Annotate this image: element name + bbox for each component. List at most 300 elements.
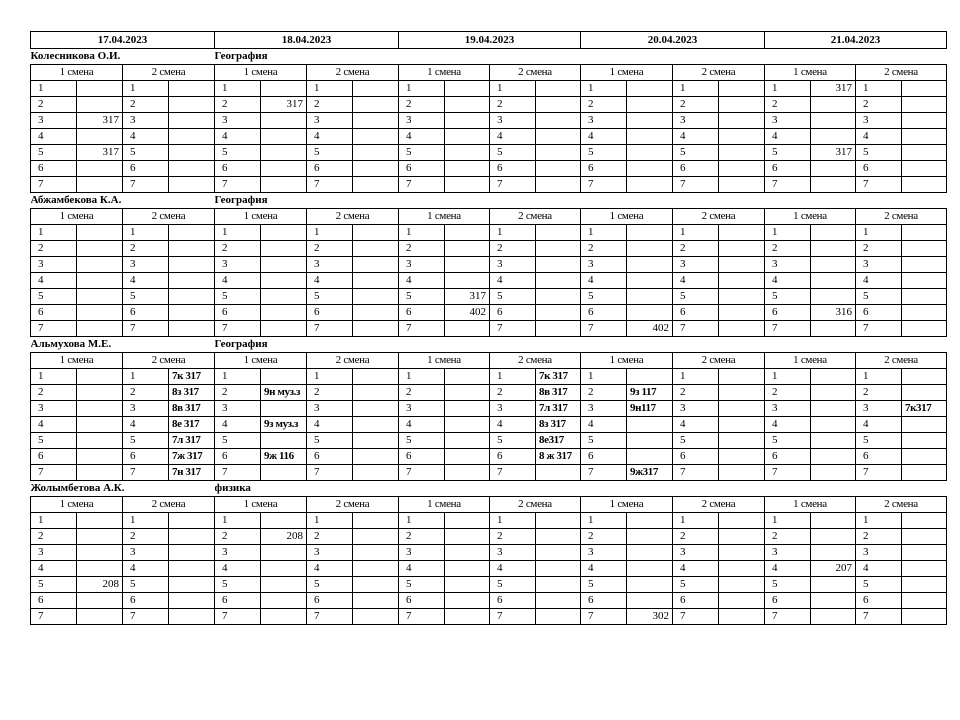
lesson-number: 1 <box>490 81 536 97</box>
classroom-cell: 317 <box>445 289 490 305</box>
lesson-number: 6 <box>31 593 77 609</box>
shift-2-label: 2 смена <box>307 353 399 369</box>
classroom-cell: 9н муз.з <box>261 385 307 401</box>
teacher-row <box>31 193 947 209</box>
shift-2-label: 2 смена <box>673 353 765 369</box>
lesson-number: 7 <box>31 321 77 337</box>
lesson-number: 5 <box>856 577 902 593</box>
lesson-number: 6 <box>490 449 536 465</box>
subject-name: География <box>214 338 268 350</box>
lesson-row <box>31 513 947 529</box>
classroom-cell <box>169 609 215 625</box>
classroom-cell <box>811 465 856 481</box>
lesson-number: 6 <box>856 161 902 177</box>
lesson-number: 6 <box>307 449 353 465</box>
classroom-cell: 8з 317 <box>169 385 215 401</box>
lesson-number: 4 <box>581 417 627 433</box>
lesson-number: 5 <box>399 145 445 161</box>
classroom-cell <box>445 513 490 529</box>
classroom-cell <box>627 81 673 97</box>
classroom-cell: 317 <box>811 81 856 97</box>
classroom-cell <box>353 161 399 177</box>
lesson-number: 2 <box>31 241 77 257</box>
classroom-cell: 207 <box>811 561 856 577</box>
classroom-cell <box>536 81 581 97</box>
lesson-number: 3 <box>765 113 811 129</box>
lesson-number: 7 <box>123 321 169 337</box>
classroom-cell <box>902 321 947 337</box>
classroom-cell <box>719 161 765 177</box>
classroom-cell <box>353 321 399 337</box>
shift-header-row <box>31 65 947 81</box>
classroom-cell <box>811 513 856 529</box>
lesson-number: 1 <box>673 513 719 529</box>
lesson-row <box>31 97 947 113</box>
lesson-number: 2 <box>765 385 811 401</box>
classroom-cell <box>353 273 399 289</box>
classroom-cell <box>627 417 673 433</box>
lesson-number: 7 <box>399 321 445 337</box>
classroom-cell <box>77 433 123 449</box>
lesson-number: 4 <box>856 417 902 433</box>
lesson-number: 6 <box>31 305 77 321</box>
lesson-number: 5 <box>123 145 169 161</box>
lesson-number: 2 <box>215 97 261 113</box>
classroom-cell <box>902 145 947 161</box>
lesson-number: 5 <box>673 433 719 449</box>
lesson-number: 3 <box>856 545 902 561</box>
lesson-number: 4 <box>490 273 536 289</box>
lesson-number: 6 <box>399 593 445 609</box>
classroom-cell <box>353 593 399 609</box>
classroom-cell <box>445 529 490 545</box>
classroom-cell <box>261 145 307 161</box>
lesson-number: 1 <box>673 225 719 241</box>
lesson-number: 6 <box>215 161 261 177</box>
classroom-cell <box>445 561 490 577</box>
classroom-cell <box>169 241 215 257</box>
shift-2-label: 2 смена <box>490 65 581 81</box>
classroom-cell <box>536 257 581 273</box>
lesson-row <box>31 609 947 625</box>
classroom-cell <box>445 369 490 385</box>
classroom-cell <box>261 177 307 193</box>
lesson-number: 5 <box>765 289 811 305</box>
lesson-number: 7 <box>765 321 811 337</box>
classroom-cell <box>77 81 123 97</box>
lesson-number: 4 <box>581 273 627 289</box>
lesson-number: 2 <box>673 385 719 401</box>
lesson-number: 5 <box>673 145 719 161</box>
lesson-number: 4 <box>399 273 445 289</box>
lesson-number: 4 <box>856 561 902 577</box>
classroom-cell <box>627 177 673 193</box>
lesson-number: 4 <box>856 273 902 289</box>
lesson-number: 6 <box>31 161 77 177</box>
lesson-row <box>31 257 947 273</box>
classroom-cell <box>261 609 307 625</box>
classroom-cell: 208 <box>77 577 123 593</box>
lesson-number: 6 <box>765 449 811 465</box>
lesson-row <box>31 369 947 385</box>
classroom-cell <box>353 577 399 593</box>
classroom-cell <box>445 321 490 337</box>
lesson-number: 7 <box>581 465 627 481</box>
lesson-number: 1 <box>490 513 536 529</box>
shift-1-label: 1 смена <box>765 209 856 225</box>
lesson-number: 7 <box>215 609 261 625</box>
classroom-cell <box>627 529 673 545</box>
classroom-cell <box>261 161 307 177</box>
lesson-number: 6 <box>581 161 627 177</box>
lesson-number: 3 <box>673 113 719 129</box>
lesson-number: 5 <box>307 289 353 305</box>
classroom-cell <box>77 161 123 177</box>
classroom-cell <box>627 449 673 465</box>
lesson-number: 7 <box>31 609 77 625</box>
lesson-number: 1 <box>581 369 627 385</box>
lesson-number: 5 <box>215 433 261 449</box>
lesson-number: 3 <box>307 545 353 561</box>
lesson-number: 6 <box>673 305 719 321</box>
lesson-number: 1 <box>856 513 902 529</box>
classroom-cell: 8е317 <box>536 433 581 449</box>
classroom-cell: 9з муз.з <box>261 417 307 433</box>
lesson-number: 7 <box>307 465 353 481</box>
classroom-cell <box>719 145 765 161</box>
lesson-number: 1 <box>399 513 445 529</box>
lesson-number: 3 <box>765 257 811 273</box>
lesson-row <box>31 113 947 129</box>
lesson-number: 7 <box>215 177 261 193</box>
classroom-cell <box>627 593 673 609</box>
lesson-number: 3 <box>581 545 627 561</box>
lesson-row <box>31 273 947 289</box>
lesson-number: 5 <box>490 145 536 161</box>
lesson-number: 3 <box>399 257 445 273</box>
classroom-cell <box>719 609 765 625</box>
lesson-number: 2 <box>31 529 77 545</box>
lesson-row <box>31 225 947 241</box>
lesson-number: 2 <box>581 241 627 257</box>
lesson-number: 4 <box>490 417 536 433</box>
shift-1-label: 1 смена <box>399 353 490 369</box>
lesson-number: 6 <box>673 161 719 177</box>
classroom-cell: 7л 317 <box>169 433 215 449</box>
classroom-cell <box>445 225 490 241</box>
lesson-number: 5 <box>581 145 627 161</box>
lesson-number: 3 <box>307 257 353 273</box>
lesson-number: 2 <box>399 385 445 401</box>
lesson-number: 7 <box>856 177 902 193</box>
classroom-cell <box>536 577 581 593</box>
lesson-number: 4 <box>765 129 811 145</box>
lesson-number: 5 <box>31 289 77 305</box>
lesson-row <box>31 593 947 609</box>
classroom-cell: 9ж 116 <box>261 449 307 465</box>
classroom-cell <box>353 609 399 625</box>
subject-name: физика <box>214 482 251 494</box>
classroom-cell <box>261 369 307 385</box>
classroom-cell <box>902 161 947 177</box>
lesson-number: 7 <box>307 177 353 193</box>
classroom-cell <box>719 401 765 417</box>
lesson-number: 2 <box>490 241 536 257</box>
shift-1-label: 1 смена <box>215 209 307 225</box>
classroom-cell <box>719 241 765 257</box>
lesson-number: 3 <box>215 545 261 561</box>
lesson-number: 2 <box>490 97 536 113</box>
lesson-number: 4 <box>307 417 353 433</box>
shift-1-label: 1 смена <box>215 65 307 81</box>
classroom-cell <box>811 161 856 177</box>
classroom-cell <box>353 305 399 321</box>
classroom-cell <box>169 81 215 97</box>
classroom-cell <box>536 513 581 529</box>
lesson-number: 2 <box>765 529 811 545</box>
classroom-cell <box>169 145 215 161</box>
classroom-cell <box>261 225 307 241</box>
classroom-cell <box>169 161 215 177</box>
classroom-cell <box>353 113 399 129</box>
classroom-cell <box>902 273 947 289</box>
lesson-number: 1 <box>581 513 627 529</box>
lesson-number: 1 <box>215 225 261 241</box>
lesson-row <box>31 321 947 337</box>
classroom-cell: 402 <box>445 305 490 321</box>
lesson-number: 6 <box>673 449 719 465</box>
classroom-cell <box>902 449 947 465</box>
classroom-cell <box>902 241 947 257</box>
lesson-number: 5 <box>673 289 719 305</box>
lesson-number: 5 <box>856 433 902 449</box>
classroom-cell <box>811 401 856 417</box>
classroom-cell <box>77 385 123 401</box>
classroom-cell <box>627 561 673 577</box>
lesson-number: 6 <box>31 449 77 465</box>
lesson-row <box>31 529 947 545</box>
classroom-cell <box>536 129 581 145</box>
lesson-number: 2 <box>307 385 353 401</box>
shift-header-row <box>31 209 947 225</box>
classroom-cell <box>902 113 947 129</box>
lesson-number: 7 <box>490 321 536 337</box>
shift-2-label: 2 смена <box>673 65 765 81</box>
classroom-cell <box>536 161 581 177</box>
classroom-cell <box>77 321 123 337</box>
classroom-cell <box>627 577 673 593</box>
classroom-cell: 7л 317 <box>536 401 581 417</box>
date-header: 21.04.2023 <box>765 32 947 49</box>
classroom-cell <box>445 385 490 401</box>
lesson-number: 3 <box>215 257 261 273</box>
lesson-number: 7 <box>31 177 77 193</box>
lesson-number: 6 <box>856 449 902 465</box>
lesson-number: 7 <box>399 177 445 193</box>
lesson-number: 4 <box>490 129 536 145</box>
lesson-number: 7 <box>673 465 719 481</box>
subject-name: География <box>214 194 268 206</box>
lesson-row <box>31 161 947 177</box>
lesson-number: 6 <box>581 305 627 321</box>
lesson-number: 3 <box>399 113 445 129</box>
classroom-cell <box>902 609 947 625</box>
lesson-number: 4 <box>673 273 719 289</box>
lesson-number: 5 <box>673 577 719 593</box>
lesson-number: 5 <box>581 433 627 449</box>
classroom-cell <box>169 289 215 305</box>
classroom-cell <box>445 113 490 129</box>
shift-1-label: 1 смена <box>399 497 490 513</box>
classroom-cell <box>719 257 765 273</box>
lesson-number: 5 <box>765 577 811 593</box>
lesson-number: 5 <box>581 577 627 593</box>
lesson-number: 3 <box>673 401 719 417</box>
classroom-cell <box>353 81 399 97</box>
classroom-cell <box>77 305 123 321</box>
classroom-cell <box>627 97 673 113</box>
lesson-number: 3 <box>215 113 261 129</box>
shift-1-label: 1 смена <box>215 497 307 513</box>
lesson-number: 1 <box>31 81 77 97</box>
classroom-cell <box>353 465 399 481</box>
classroom-cell <box>902 593 947 609</box>
lesson-number: 5 <box>307 577 353 593</box>
classroom-cell <box>261 577 307 593</box>
classroom-cell <box>719 177 765 193</box>
teacher-name: Жолымбетова А.К. <box>30 482 125 494</box>
lesson-row <box>31 465 947 481</box>
lesson-number: 6 <box>215 305 261 321</box>
lesson-number: 5 <box>123 433 169 449</box>
lesson-number: 1 <box>581 81 627 97</box>
classroom-cell <box>353 417 399 433</box>
classroom-cell <box>77 465 123 481</box>
classroom-cell <box>445 97 490 113</box>
lesson-row <box>31 401 947 417</box>
lesson-number: 3 <box>673 545 719 561</box>
classroom-cell: 7к317 <box>902 401 947 417</box>
classroom-cell <box>261 465 307 481</box>
shift-2-label: 2 смена <box>307 497 399 513</box>
classroom-cell <box>811 449 856 465</box>
classroom-cell <box>169 177 215 193</box>
lesson-number: 2 <box>123 97 169 113</box>
lesson-number: 3 <box>399 401 445 417</box>
lesson-number: 6 <box>765 593 811 609</box>
lesson-number: 7 <box>856 465 902 481</box>
lesson-number: 5 <box>856 145 902 161</box>
lesson-number: 2 <box>31 97 77 113</box>
classroom-cell: 8з 317 <box>536 417 581 433</box>
shift-2-label: 2 смена <box>123 209 215 225</box>
classroom-cell <box>261 433 307 449</box>
classroom-cell <box>77 513 123 529</box>
classroom-cell <box>353 369 399 385</box>
classroom-cell: 8 ж 317 <box>536 449 581 465</box>
date-header: 18.04.2023 <box>215 32 399 49</box>
classroom-cell <box>353 545 399 561</box>
shift-2-label: 2 смена <box>123 353 215 369</box>
lesson-number: 4 <box>123 273 169 289</box>
shift-1-label: 1 смена <box>31 497 123 513</box>
lesson-number: 1 <box>581 225 627 241</box>
lesson-number: 2 <box>856 241 902 257</box>
classroom-cell <box>77 369 123 385</box>
classroom-cell <box>169 305 215 321</box>
shift-1-label: 1 смена <box>215 353 307 369</box>
lesson-number: 1 <box>490 369 536 385</box>
classroom-cell <box>353 257 399 273</box>
lesson-number: 1 <box>307 81 353 97</box>
lesson-number: 7 <box>765 465 811 481</box>
shift-1-label: 1 смена <box>31 353 123 369</box>
classroom-cell <box>811 321 856 337</box>
classroom-cell <box>627 113 673 129</box>
lesson-number: 3 <box>490 113 536 129</box>
lesson-number: 3 <box>31 401 77 417</box>
lesson-number: 4 <box>31 129 77 145</box>
classroom-cell <box>719 129 765 145</box>
lesson-number: 3 <box>31 113 77 129</box>
classroom-cell <box>536 289 581 305</box>
classroom-cell <box>902 561 947 577</box>
lesson-row <box>31 433 947 449</box>
classroom-cell <box>902 385 947 401</box>
teacher-row <box>31 481 947 497</box>
classroom-cell <box>169 593 215 609</box>
lesson-number: 1 <box>856 225 902 241</box>
classroom-cell: 7ж 317 <box>169 449 215 465</box>
lesson-number: 2 <box>856 529 902 545</box>
lesson-number: 4 <box>31 273 77 289</box>
classroom-cell <box>902 417 947 433</box>
lesson-number: 4 <box>490 561 536 577</box>
classroom-cell <box>811 273 856 289</box>
lesson-number: 1 <box>490 225 536 241</box>
shift-2-label: 2 смена <box>856 497 947 513</box>
classroom-cell: 9ж317 <box>627 465 673 481</box>
lesson-number: 3 <box>31 545 77 561</box>
shift-2-label: 2 смена <box>856 65 947 81</box>
classroom-cell <box>719 81 765 97</box>
classroom-cell <box>261 545 307 561</box>
lesson-row <box>31 241 947 257</box>
lesson-number: 7 <box>581 321 627 337</box>
shift-2-label: 2 смена <box>123 497 215 513</box>
classroom-cell <box>811 225 856 241</box>
lesson-number: 3 <box>307 113 353 129</box>
lesson-number: 1 <box>307 369 353 385</box>
classroom-cell: 317 <box>77 113 123 129</box>
classroom-cell <box>719 273 765 289</box>
classroom-cell <box>719 113 765 129</box>
lesson-number: 4 <box>215 561 261 577</box>
classroom-cell <box>353 289 399 305</box>
classroom-cell <box>169 513 215 529</box>
lesson-number: 6 <box>399 449 445 465</box>
classroom-cell <box>627 513 673 529</box>
lesson-number: 6 <box>123 593 169 609</box>
lesson-number: 3 <box>765 401 811 417</box>
lesson-number: 1 <box>856 81 902 97</box>
lesson-row <box>31 385 947 401</box>
lesson-number: 2 <box>307 241 353 257</box>
teacher-row <box>31 337 947 353</box>
lesson-number: 4 <box>215 273 261 289</box>
shift-1-label: 1 смена <box>581 353 673 369</box>
lesson-number: 1 <box>215 513 261 529</box>
